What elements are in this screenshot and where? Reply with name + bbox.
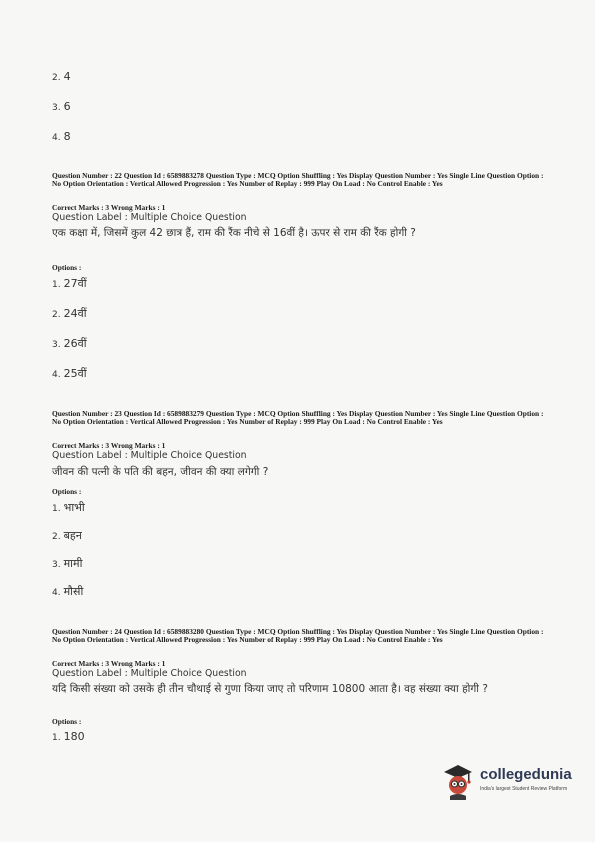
option-item bbox=[52, 70, 71, 83]
option-number: 3. bbox=[52, 103, 61, 113]
option-text: मामी bbox=[63, 557, 83, 570]
option-text: 4 bbox=[63, 70, 71, 83]
options-label: Options : bbox=[52, 717, 82, 726]
question-label: Question Label : Multiple Choice Question bbox=[52, 450, 247, 461]
option-text: मौसी bbox=[63, 585, 84, 598]
question-text: यदि किसी संख्या को उसके ही तीन चौथाई से गुणा किया जाए तो परिणाम 10800 आता है। वह संख्या क्या होगी ? bbox=[52, 683, 488, 695]
options-label: Options : bbox=[52, 487, 82, 496]
option-text: बहन bbox=[63, 529, 82, 542]
option-item bbox=[52, 730, 85, 743]
option-item bbox=[52, 100, 71, 113]
question-label: Question Label : Multiple Choice Question bbox=[52, 212, 247, 223]
question-label: Question Label : Multiple Choice Question bbox=[52, 668, 247, 679]
option-number: 4. bbox=[52, 133, 61, 143]
option-text: 24वीं bbox=[63, 307, 87, 320]
option-number: 4. bbox=[52, 588, 61, 598]
question-marks: Correct Marks : 3 Wrong Marks : 1 bbox=[52, 659, 166, 668]
options-label: Options : bbox=[52, 263, 82, 272]
mascot-icon bbox=[440, 762, 476, 800]
option-item bbox=[52, 306, 87, 321]
question-meta: Question Number : 23 Question Id : 6589883279 Question Type : MCQ Option Shuffling : Yes Display Question Number : Yes Single Line Question Option : No Option Orientation : Vertical Allowed Progression : Yes Number of Replay : 999 Play On Load : No Control Enable : Yes bbox=[52, 409, 544, 427]
option-text: 26वीं bbox=[63, 337, 87, 350]
option-item bbox=[52, 336, 87, 351]
option-text: 27वीं bbox=[63, 277, 87, 290]
option-number: 1. bbox=[52, 504, 61, 514]
option-text: 180 bbox=[63, 730, 85, 743]
question-marks: Correct Marks : 3 Wrong Marks : 1 bbox=[52, 203, 166, 212]
option-item bbox=[52, 276, 87, 291]
option-item bbox=[52, 584, 83, 599]
brand-name: collegedunia bbox=[480, 766, 572, 783]
question-text: जीवन की पत्नी के पति की बहन, जीवन की क्या लगेगी ? bbox=[52, 466, 269, 478]
option-number: 2. bbox=[52, 73, 61, 83]
question-meta: Question Number : 24 Question Id : 6589883280 Question Type : MCQ Option Shuffling : Yes Display Question Number : Yes Single Line Question Option : No Option Orientation : Vertical Allowed Progression : Yes Number of Replay : 999 Play On Load : No Control Enable : Yes bbox=[52, 627, 544, 645]
option-text: 25वीं bbox=[63, 367, 87, 380]
option-number: 4. bbox=[52, 370, 61, 380]
option-number: 3. bbox=[52, 560, 61, 570]
option-number: 3. bbox=[52, 340, 61, 350]
collegedunia-logo bbox=[440, 762, 580, 802]
option-item bbox=[52, 130, 71, 143]
question-text: एक कक्षा में, जिसमें कुल 42 छात्र हैं, राम की रैंक नीचे से 16वीं है। ऊपर से राम की रैंक होगी ? bbox=[52, 227, 416, 239]
option-item bbox=[52, 500, 85, 515]
question-marks: Correct Marks : 3 Wrong Marks : 1 bbox=[52, 441, 166, 450]
option-item bbox=[52, 528, 82, 543]
question-meta: Question Number : 22 Question Id : 6589883278 Question Type : MCQ Option Shuffling : Yes Display Question Number : Yes Single Line Question Option : No Option Orientation : Vertical Allowed Progression : Yes Number of Replay : 999 Play On Load : No Control Enable : Yes bbox=[52, 171, 544, 189]
option-text: 6 bbox=[63, 100, 71, 113]
option-text: भाभी bbox=[63, 501, 85, 514]
option-number: 2. bbox=[52, 310, 61, 320]
option-item bbox=[52, 366, 87, 381]
option-number: 1. bbox=[52, 280, 61, 290]
option-number: 1. bbox=[52, 733, 61, 743]
option-text: 8 bbox=[63, 130, 71, 143]
option-number: 2. bbox=[52, 532, 61, 542]
brand-tagline: India's largest Student Review Platform bbox=[480, 786, 568, 792]
option-item bbox=[52, 556, 82, 571]
